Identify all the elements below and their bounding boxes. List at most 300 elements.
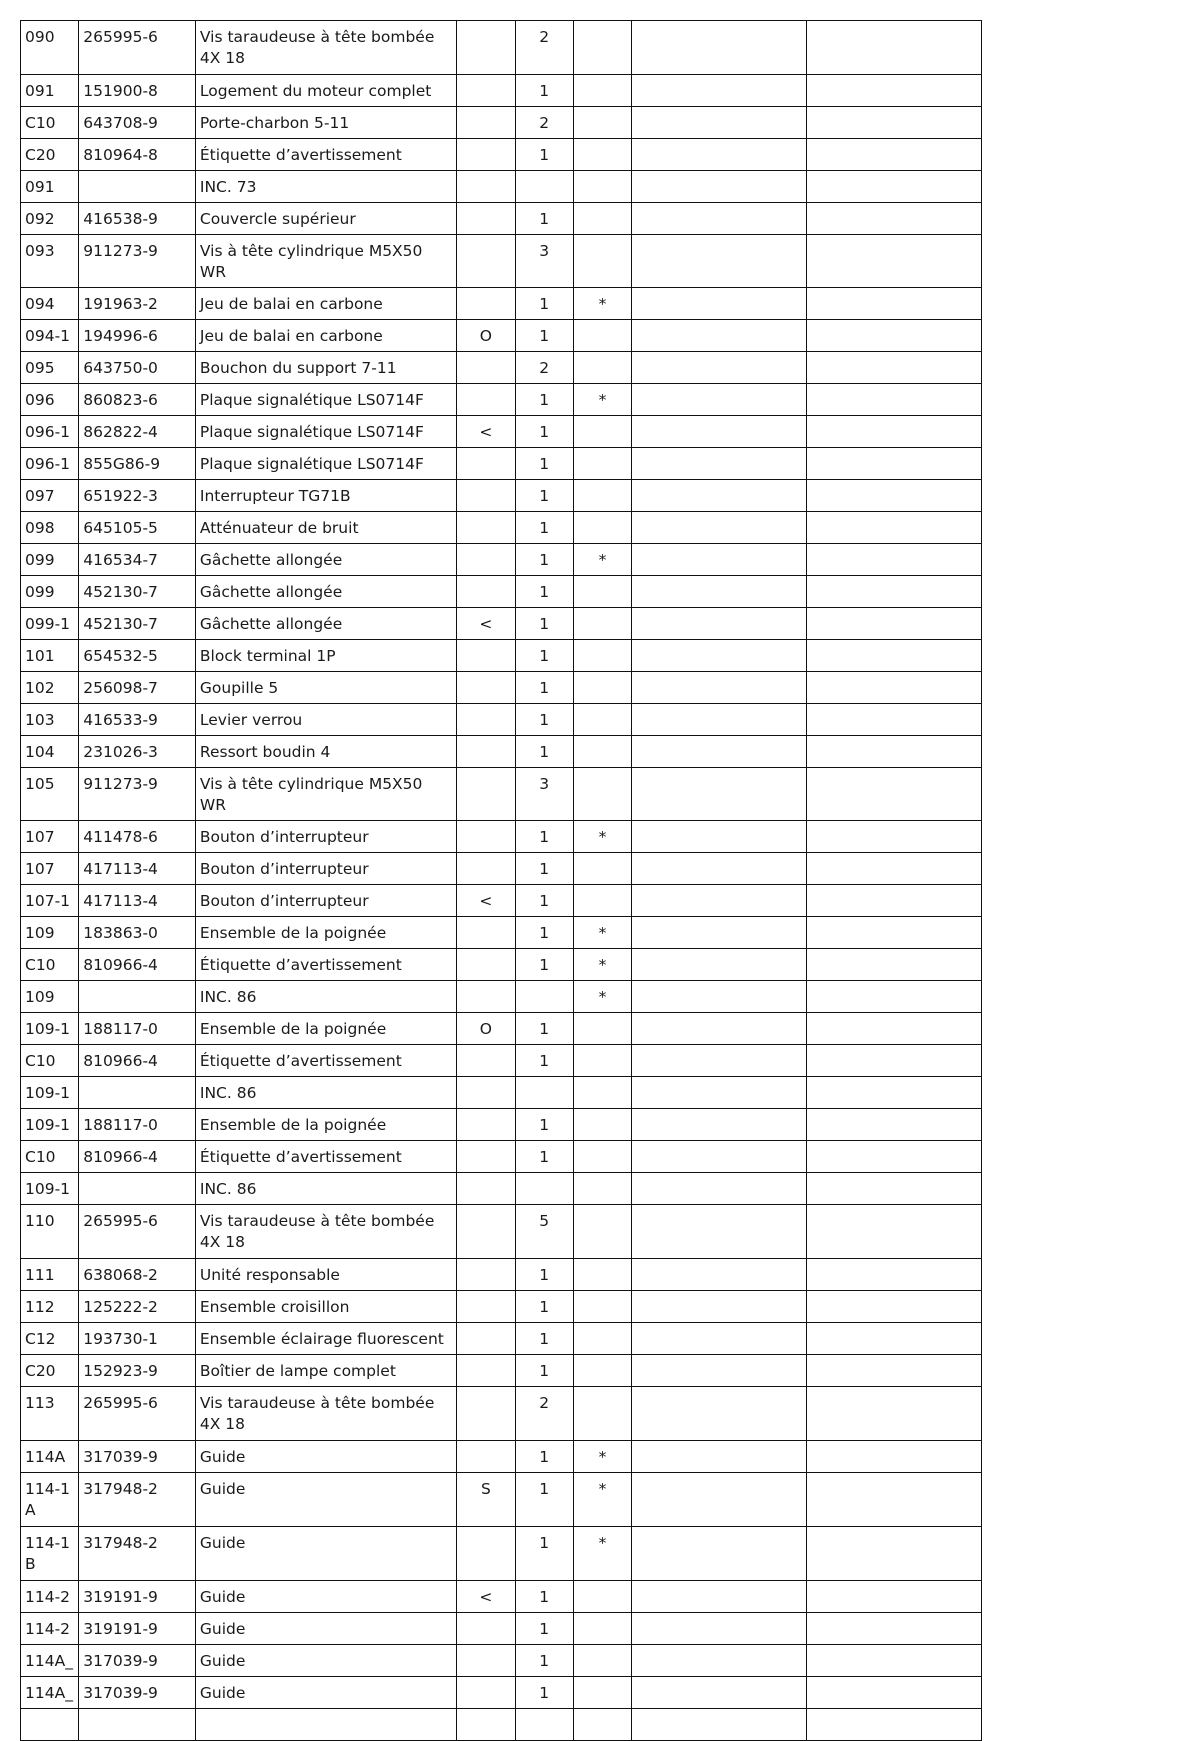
item-number-cell: 110 (21, 1205, 79, 1259)
change-mark-cell (573, 107, 631, 139)
description-cell: Guide (195, 1441, 456, 1473)
part-number-cell: 231026-3 (79, 736, 196, 768)
change-mark-cell (573, 235, 631, 288)
note-cell (457, 1141, 515, 1173)
note-cell (457, 480, 515, 512)
table-row (21, 1013, 982, 1045)
description-cell: Logement du moteur complet (195, 75, 456, 107)
blank-cell (632, 1109, 807, 1141)
blank-cell (632, 1677, 807, 1709)
change-mark-cell (573, 1205, 631, 1259)
blank-cell (632, 352, 807, 384)
quantity-cell: 1 (515, 320, 573, 352)
blank-cell (632, 1527, 807, 1581)
change-mark-cell (573, 576, 631, 608)
change-mark-cell (573, 1581, 631, 1613)
table-row (21, 1387, 982, 1441)
quantity-cell: 1 (515, 1677, 573, 1709)
item-number-cell: 096 (21, 384, 79, 416)
change-mark-cell (573, 1291, 631, 1323)
note-cell (457, 1259, 515, 1291)
blank-cell (807, 608, 982, 640)
note-cell (457, 1645, 515, 1677)
table-row (21, 981, 982, 1013)
quantity-cell: 1 (515, 1259, 573, 1291)
blank-cell (632, 171, 807, 203)
blank-cell (807, 1013, 982, 1045)
item-number-cell: 107 (21, 821, 79, 853)
note-cell (457, 1677, 515, 1709)
description-cell: Guide (195, 1613, 456, 1645)
description-cell: Ensemble éclairage fluorescent (195, 1323, 456, 1355)
quantity-cell: 5 (515, 1205, 573, 1259)
table-row (21, 885, 982, 917)
change-mark-cell: * (573, 288, 631, 320)
description-cell: Porte-charbon 5-11 (195, 107, 456, 139)
blank-cell (807, 21, 982, 75)
blank-cell (632, 736, 807, 768)
note-cell: O (457, 1013, 515, 1045)
blank-cell (632, 1709, 807, 1741)
part-number-cell: 810966-4 (79, 949, 196, 981)
description-cell: Étiquette d’avertissement (195, 139, 456, 171)
note-cell: O (457, 320, 515, 352)
item-number-cell: C12 (21, 1323, 79, 1355)
note-cell (457, 107, 515, 139)
table-row (21, 1259, 982, 1291)
blank-cell (807, 75, 982, 107)
blank-cell (632, 1045, 807, 1077)
item-number-cell: 092 (21, 203, 79, 235)
part-number-cell: 265995-6 (79, 1205, 196, 1259)
item-number-cell: 114-1 A (21, 1473, 79, 1527)
description-cell: Bouchon du support 7-11 (195, 352, 456, 384)
part-number-cell: 317948-2 (79, 1527, 196, 1581)
part-number-cell: 416533-9 (79, 704, 196, 736)
item-number-cell: 102 (21, 672, 79, 704)
quantity-cell: 1 (515, 1045, 573, 1077)
part-number-cell: 643708-9 (79, 107, 196, 139)
change-mark-cell (573, 672, 631, 704)
change-mark-cell (573, 1173, 631, 1205)
note-cell (457, 736, 515, 768)
item-number-cell: 114-1 B (21, 1527, 79, 1581)
table-row (21, 1173, 982, 1205)
quantity-cell: 1 (515, 288, 573, 320)
description-cell: Vis taraudeuse à tête bombée 4X 18 (195, 1205, 456, 1259)
quantity-cell: 1 (515, 853, 573, 885)
blank-cell (807, 1355, 982, 1387)
blank-cell (807, 1323, 982, 1355)
blank-cell (807, 640, 982, 672)
part-number-cell: 411478-6 (79, 821, 196, 853)
item-number-cell: 104 (21, 736, 79, 768)
description-cell: Guide (195, 1473, 456, 1527)
blank-cell (632, 1205, 807, 1259)
note-cell (457, 288, 515, 320)
change-mark-cell (573, 704, 631, 736)
note-cell (457, 949, 515, 981)
item-number-cell: C20 (21, 1355, 79, 1387)
blank-cell (632, 1173, 807, 1205)
part-number-cell: 317039-9 (79, 1441, 196, 1473)
blank-cell (807, 704, 982, 736)
item-number-cell: 107-1 (21, 885, 79, 917)
note-cell (457, 1441, 515, 1473)
item-number-cell: 111 (21, 1259, 79, 1291)
quantity-cell: 1 (515, 384, 573, 416)
description-cell: Guide (195, 1581, 456, 1613)
quantity-cell: 1 (515, 544, 573, 576)
quantity-cell: 2 (515, 107, 573, 139)
change-mark-cell (573, 1709, 631, 1741)
blank-cell (807, 1109, 982, 1141)
blank-cell (632, 235, 807, 288)
blank-cell (632, 1077, 807, 1109)
blank-cell (632, 949, 807, 981)
change-mark-cell (573, 480, 631, 512)
item-number-cell: 109-1 (21, 1173, 79, 1205)
blank-cell (632, 576, 807, 608)
change-mark-cell (573, 768, 631, 821)
change-mark-cell: * (573, 1441, 631, 1473)
blank-cell (807, 1677, 982, 1709)
note-cell: < (457, 416, 515, 448)
item-number-cell: C10 (21, 949, 79, 981)
description-cell: Ensemble croisillon (195, 1291, 456, 1323)
part-number-cell: 855G86-9 (79, 448, 196, 480)
change-mark-cell (573, 1141, 631, 1173)
part-number-cell (79, 1173, 196, 1205)
change-mark-cell (573, 1077, 631, 1109)
quantity-cell: 1 (515, 821, 573, 853)
description-cell: Interrupteur TG71B (195, 480, 456, 512)
part-number-cell: 911273-9 (79, 235, 196, 288)
blank-cell (807, 1205, 982, 1259)
quantity-cell: 1 (515, 736, 573, 768)
change-mark-cell (573, 139, 631, 171)
table-row (21, 1077, 982, 1109)
quantity-cell (515, 1709, 573, 1741)
table-row (21, 416, 982, 448)
blank-cell (807, 288, 982, 320)
part-number-cell: 911273-9 (79, 768, 196, 821)
blank-cell (632, 203, 807, 235)
change-mark-cell (573, 171, 631, 203)
quantity-cell: 1 (515, 203, 573, 235)
table-row (21, 1141, 982, 1173)
blank-cell (632, 1323, 807, 1355)
blank-cell (632, 917, 807, 949)
table-row (21, 480, 982, 512)
blank-cell (807, 917, 982, 949)
blank-cell (632, 640, 807, 672)
table-row (21, 1355, 982, 1387)
note-cell (457, 853, 515, 885)
item-number-cell: 113 (21, 1387, 79, 1441)
item-number-cell: 109 (21, 917, 79, 949)
note-cell (457, 1387, 515, 1441)
blank-cell (632, 320, 807, 352)
change-mark-cell (573, 1045, 631, 1077)
change-mark-cell (573, 1645, 631, 1677)
table-row (21, 853, 982, 885)
blank-cell (807, 203, 982, 235)
part-number-cell: 319191-9 (79, 1613, 196, 1645)
note-cell (457, 1077, 515, 1109)
part-number-cell: 417113-4 (79, 853, 196, 885)
note-cell (457, 576, 515, 608)
blank-cell (807, 576, 982, 608)
blank-cell (632, 885, 807, 917)
description-cell: Étiquette d’avertissement (195, 1045, 456, 1077)
change-mark-cell (573, 512, 631, 544)
quantity-cell: 1 (515, 885, 573, 917)
item-number-cell: 109-1 (21, 1109, 79, 1141)
blank-cell (807, 1077, 982, 1109)
quantity-cell (515, 981, 573, 1013)
blank-cell (632, 1581, 807, 1613)
blank-cell (807, 512, 982, 544)
note-cell (457, 640, 515, 672)
part-number-cell: 810964-8 (79, 139, 196, 171)
description-cell: Étiquette d’avertissement (195, 949, 456, 981)
change-mark-cell (573, 736, 631, 768)
note-cell: S (457, 1473, 515, 1527)
note-cell: < (457, 608, 515, 640)
note-cell (457, 917, 515, 949)
quantity-cell: 1 (515, 1323, 573, 1355)
table-row (21, 512, 982, 544)
table-row (21, 1045, 982, 1077)
note-cell (457, 1173, 515, 1205)
description-cell: Unité responsable (195, 1259, 456, 1291)
part-number-cell: 191963-2 (79, 288, 196, 320)
note-cell (457, 821, 515, 853)
part-number-cell: 416534-7 (79, 544, 196, 576)
change-mark-cell: * (573, 544, 631, 576)
quantity-cell: 1 (515, 608, 573, 640)
quantity-cell (515, 1077, 573, 1109)
table-row (21, 1677, 982, 1709)
part-number-cell: 151900-8 (79, 75, 196, 107)
table-row (21, 107, 982, 139)
description-cell: Atténuateur de bruit (195, 512, 456, 544)
blank-cell (632, 75, 807, 107)
change-mark-cell (573, 885, 631, 917)
table-row (21, 171, 982, 203)
table-row (21, 640, 982, 672)
blank-cell (807, 768, 982, 821)
item-number-cell: C10 (21, 1141, 79, 1173)
blank-cell (807, 1527, 982, 1581)
part-number-cell (79, 171, 196, 203)
description-cell: Gâchette allongée (195, 576, 456, 608)
item-number-cell: 114A_ (21, 1677, 79, 1709)
table-row (21, 288, 982, 320)
quantity-cell: 1 (515, 1473, 573, 1527)
quantity-cell (515, 1173, 573, 1205)
note-cell (457, 235, 515, 288)
item-number-cell: 096-1 (21, 448, 79, 480)
item-number-cell: 103 (21, 704, 79, 736)
blank-cell (807, 821, 982, 853)
note-cell (457, 448, 515, 480)
table-row (21, 1473, 982, 1527)
description-cell: Bouton d’interrupteur (195, 885, 456, 917)
quantity-cell: 1 (515, 704, 573, 736)
description-cell: Ensemble de la poignée (195, 1013, 456, 1045)
part-number-cell: 183863-0 (79, 917, 196, 949)
quantity-cell: 1 (515, 949, 573, 981)
change-mark-cell (573, 416, 631, 448)
blank-cell (632, 853, 807, 885)
blank-cell (807, 1291, 982, 1323)
change-mark-cell (573, 1109, 631, 1141)
part-number-cell (79, 1077, 196, 1109)
note-cell (457, 1291, 515, 1323)
item-number-cell: 099 (21, 576, 79, 608)
table-row (21, 1709, 982, 1741)
description-cell: Ensemble de la poignée (195, 917, 456, 949)
item-number-cell: C10 (21, 1045, 79, 1077)
change-mark-cell (573, 21, 631, 75)
description-cell: Jeu de balai en carbone (195, 320, 456, 352)
change-mark-cell (573, 75, 631, 107)
blank-cell (807, 384, 982, 416)
table-row (21, 1527, 982, 1581)
part-number-cell: 416538-9 (79, 203, 196, 235)
blank-cell (632, 1259, 807, 1291)
change-mark-cell (573, 1613, 631, 1645)
description-cell: Gâchette allongée (195, 608, 456, 640)
note-cell (457, 1709, 515, 1741)
item-number-cell (21, 1709, 79, 1741)
item-number-cell: 093 (21, 235, 79, 288)
parts-table-body (21, 21, 982, 1741)
change-mark-cell (573, 1013, 631, 1045)
change-mark-cell: * (573, 981, 631, 1013)
quantity-cell: 1 (515, 1645, 573, 1677)
item-number-cell: 096-1 (21, 416, 79, 448)
quantity-cell: 2 (515, 352, 573, 384)
table-row (21, 139, 982, 171)
note-cell (457, 768, 515, 821)
quantity-cell: 1 (515, 640, 573, 672)
part-number-cell: 860823-6 (79, 384, 196, 416)
item-number-cell: 105 (21, 768, 79, 821)
table-row (21, 1441, 982, 1473)
note-cell (457, 512, 515, 544)
part-number-cell: 452130-7 (79, 576, 196, 608)
blank-cell (632, 704, 807, 736)
blank-cell (632, 288, 807, 320)
quantity-cell: 1 (515, 1613, 573, 1645)
change-mark-cell: * (573, 917, 631, 949)
table-row (21, 1581, 982, 1613)
description-cell: Block terminal 1P (195, 640, 456, 672)
blank-cell (632, 21, 807, 75)
note-cell (457, 704, 515, 736)
quantity-cell: 1 (515, 480, 573, 512)
item-number-cell: 099 (21, 544, 79, 576)
blank-cell (632, 672, 807, 704)
item-number-cell: 099-1 (21, 608, 79, 640)
blank-cell (807, 1173, 982, 1205)
table-row (21, 384, 982, 416)
blank-cell (632, 1013, 807, 1045)
change-mark-cell: * (573, 949, 631, 981)
quantity-cell: 1 (515, 672, 573, 704)
change-mark-cell (573, 448, 631, 480)
quantity-cell (515, 171, 573, 203)
change-mark-cell (573, 640, 631, 672)
part-number-cell: 810966-4 (79, 1045, 196, 1077)
note-cell (457, 1613, 515, 1645)
part-number-cell: 193730-1 (79, 1323, 196, 1355)
item-number-cell: 094 (21, 288, 79, 320)
blank-cell (807, 1387, 982, 1441)
quantity-cell: 1 (515, 1441, 573, 1473)
change-mark-cell (573, 1677, 631, 1709)
blank-cell (632, 107, 807, 139)
table-row (21, 352, 982, 384)
blank-cell (807, 544, 982, 576)
note-cell (457, 672, 515, 704)
table-row (21, 1645, 982, 1677)
table-row (21, 320, 982, 352)
blank-cell (807, 1645, 982, 1677)
note-cell: < (457, 1581, 515, 1613)
change-mark-cell: * (573, 1527, 631, 1581)
blank-cell (807, 416, 982, 448)
quantity-cell: 1 (515, 1109, 573, 1141)
quantity-cell: 1 (515, 1141, 573, 1173)
note-cell (457, 75, 515, 107)
blank-cell (807, 1441, 982, 1473)
part-number-cell: 651922-3 (79, 480, 196, 512)
description-cell: Gâchette allongée (195, 544, 456, 576)
table-row (21, 917, 982, 949)
description-cell: Plaque signalétique LS0714F (195, 384, 456, 416)
description-cell: Jeu de balai en carbone (195, 288, 456, 320)
description-cell: Guide (195, 1677, 456, 1709)
blank-cell (632, 768, 807, 821)
blank-cell (807, 1473, 982, 1527)
note-cell (457, 1109, 515, 1141)
table-row (21, 704, 982, 736)
description-cell: Vis taraudeuse à tête bombée 4X 18 (195, 21, 456, 75)
parts-table (20, 20, 982, 1741)
item-number-cell: 109 (21, 981, 79, 1013)
part-number-cell: 862822-4 (79, 416, 196, 448)
description-cell: Guide (195, 1527, 456, 1581)
note-cell (457, 1527, 515, 1581)
note-cell (457, 1323, 515, 1355)
table-row (21, 235, 982, 288)
table-row (21, 949, 982, 981)
description-cell: Guide (195, 1645, 456, 1677)
quantity-cell: 3 (515, 768, 573, 821)
part-number-cell: 810966-4 (79, 1141, 196, 1173)
item-number-cell: 098 (21, 512, 79, 544)
quantity-cell: 1 (515, 576, 573, 608)
quantity-cell: 1 (515, 1013, 573, 1045)
table-row (21, 672, 982, 704)
note-cell (457, 1045, 515, 1077)
description-cell: INC. 86 (195, 1077, 456, 1109)
blank-cell (807, 672, 982, 704)
